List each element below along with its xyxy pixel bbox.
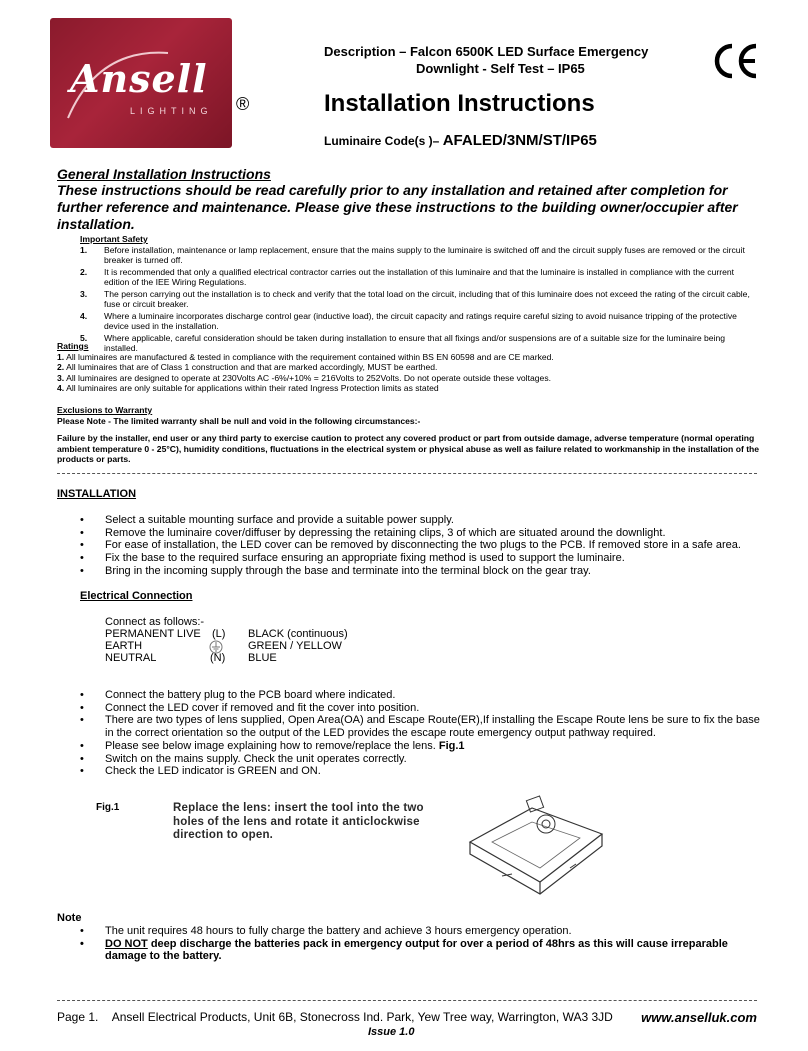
- ratings-section: [57, 341, 757, 394]
- issue-number: Issue 1.0: [368, 1026, 415, 1038]
- description-line-2: Downlight - Self Test – IP65: [416, 61, 585, 76]
- list-item: • The unit requires 48 hours to fully charge the battery and achieve 3 hours emergency operation.: [80, 925, 572, 937]
- registered-mark: ®: [236, 94, 250, 114]
- general-heading: General Installation Instructions: [57, 166, 271, 182]
- list-item: • There are two types of lens supplied, Open Area(OA) and Escape Route(ER),If installing the Escape Route lens be sure to fix the base in the correct orientation so the output of the LED provides the escape route emergency output pathway required.: [80, 714, 760, 740]
- warranty-section: [57, 405, 762, 465]
- safety-section: [80, 234, 760, 355]
- luminaire-code-line: [324, 132, 597, 149]
- downlight-illustration: [462, 790, 612, 896]
- list-item: • Connect the LED cover if removed and fit the cover into position.: [80, 701, 420, 714]
- row-colour: BLUE: [248, 652, 277, 664]
- list-item: • Please see below image explaining how to remove/replace the lens. Fig.1: [80, 739, 465, 752]
- row-name: EARTH: [105, 640, 143, 652]
- row-colour: BLACK (continuous): [248, 628, 348, 640]
- logo-word: Ansell: [70, 56, 208, 101]
- warranty-body: Failure by the installer, end user or any third party to exercise caution to protect any covered product or part from outside damage, adverse temperature (normal operating ambient temperature 0 - 25°C), humidity conditions, fluctuations in the electrical system or physical abuse as well as failure related to workmanship in the installation of the products or parts.: [57, 433, 760, 464]
- list-item: 2. All luminaires that are of Class 1 construction and that are marked accordingly, MUST be earthed.: [57, 362, 438, 372]
- list-item: • Fix the base to the required surface ensuring an appropriate fixing method is used to support the luminaire.: [80, 552, 625, 565]
- description-line-1: Description – Falcon 6500K LED Surface Emergency: [324, 44, 649, 59]
- footer: [57, 1010, 757, 1024]
- note-list: [80, 925, 760, 963]
- list-item: 1. Before installation, maintenance or lamp replacement, ensure that the mains supply to the luminaire is switched off and the circuit supply fuses are removed or the circuit breaker is turned off.: [80, 244, 745, 265]
- installation-list: [80, 514, 760, 578]
- figure-caption: Replace the lens: insert the tool into the two holes of the lens and rotate it anticlockwise direction to open.: [173, 802, 424, 841]
- luminaire-code: AFALED/3NM/ST/IP65: [442, 132, 597, 149]
- list-item: • Bring in the incoming supply through the base and terminate into the terminal block on the gear tray.: [80, 564, 591, 577]
- list-item: • Switch on the mains supply. Check the unit operates correctly.: [80, 752, 407, 765]
- page-title: Installation Instructions: [324, 90, 595, 117]
- ce-mark-icon: [712, 40, 760, 82]
- ratings-heading: Ratings: [57, 341, 89, 351]
- page-number: Page 1.: [57, 1010, 99, 1024]
- note-heading: Note: [57, 912, 82, 924]
- logo-sub: LIGHTING: [130, 106, 213, 116]
- company-address: Ansell Electrical Products, Unit 6B, Stonecross Ind. Park, Yew Tree way, Warrington, WA3 3JD: [111, 1010, 613, 1024]
- warranty-note: Please Note - The limited warranty shall be null and void in the following circumstances:-: [57, 415, 421, 426]
- electrical-heading: Electrical Connection: [80, 590, 193, 602]
- general-body: These instructions should be read carefully prior to any installation and retained after completion for further reference and maintenance. Please give these instructions to the building owner/occupier after installation.: [57, 182, 738, 232]
- safety-heading: Important Safety: [80, 234, 148, 244]
- list-item: 4. All luminaires are only suitable for applications within their rated Ingress Protection limits as stated: [57, 383, 439, 393]
- fig-reference: Fig.1: [438, 739, 465, 752]
- list-item: • For ease of installation, the LED cover can be removed by disconnecting the two plugs to the PCB. If removed store in a safe area.: [80, 539, 741, 552]
- list-item: 5. Where applicable, careful consideration should be taken during installation to ensure that all fixings and/or suspensions are of a suitable size for the luminaire being installed.: [80, 332, 726, 353]
- list-item: • Connect the battery plug to the PCB board where indicated.: [80, 689, 396, 701]
- list-item: • DO NOT deep discharge the batteries pack in emergency output for over a period of 48hrs as this will cause irreparable damage to the battery.: [80, 937, 728, 963]
- list-item: 1. All luminaires are manufactured & tested in compliance with the requirement contained within BS EN 60598 and are CE marked.: [57, 351, 554, 362]
- connect-intro: Connect as follows:-: [105, 616, 205, 628]
- footer-divider: [57, 1000, 757, 1001]
- list-item: 2. It is recommended that only a qualified electrical contractor carries out the installation of this luminaire and that the luminaire is installed in compliance with the current edition of the IEE Wiring Regulations.: [80, 266, 735, 287]
- row-colour: GREEN / YELLOW: [248, 640, 342, 652]
- row-name: PERMANENT LIVE: [105, 628, 201, 640]
- list-item: • Select a suitable mounting surface and provide a suitable power supply.: [80, 514, 454, 526]
- website-link[interactable]: www.anselluk.com: [641, 1010, 757, 1025]
- luminaire-label: Luminaire Code(s )–: [324, 134, 440, 148]
- installation-heading: INSTALLATION: [57, 488, 137, 500]
- electrical-list: [80, 689, 760, 778]
- row-name: NEUTRAL: [105, 652, 157, 664]
- row-code: (L): [212, 628, 226, 640]
- figure-label: Fig.1: [96, 802, 120, 813]
- list-item: 4. Where a luminaire incorporates discharge control gear (inductive load), the circuit capacity and ratings require careful sizing to avoid nuisance tripping of the protective device used in the installation.: [80, 310, 737, 331]
- brand-logo: [50, 18, 232, 148]
- row-code: (N): [210, 652, 226, 664]
- list-item: 3. The person carrying out the installation is to check and verify that the total load on the circuit, including that of this luminaire does not exceed the rating of the circuit cable, fuse or circuit breaker.: [80, 288, 750, 309]
- list-item: • Check the LED indicator is GREEN and ON.: [80, 765, 321, 778]
- divider: [57, 473, 757, 474]
- warranty-heading: Exclusions to Warranty: [57, 405, 153, 415]
- list-item: 3. All luminaires are designed to operate at 230Volts AC -6%/+10% = 216Volts to 252Volts. Do not operate outside these voltages.: [57, 372, 551, 383]
- list-item: • Remove the luminaire cover/diffuser by depressing the retaining clips, 3 of which are situated around the downlight.: [80, 526, 666, 539]
- do-not-warning: DO NOT: [105, 937, 148, 950]
